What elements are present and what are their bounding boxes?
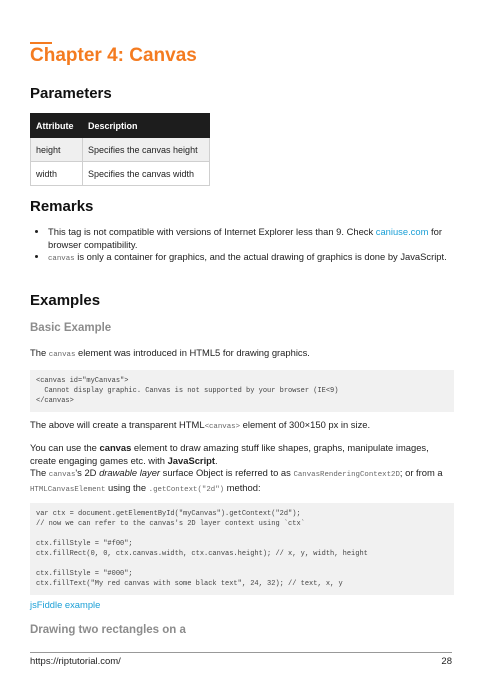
remarks-list <box>30 226 473 266</box>
list-item <box>48 251 473 266</box>
text-span: You can use the <box>30 442 100 453</box>
code-block-context: var ctx = document.getElementById("myCanvas").getContext("2d"); // now we can refer to the canvas's 2D layer context using `ctx` ctx.fillStyle = "#f00"; ctx.fillRect(0, 0, ctx.canvas.width, ctx.canvas.height); // x, y, width, height ctx.fillStyle = "#000"; ctx.fillText("My red canvas with some black text", 24, 32); // text, x, y <box>30 503 454 595</box>
text-span: 's 2D <box>75 467 100 478</box>
table-cell: height <box>31 138 83 162</box>
table-cell: Specifies the canvas height <box>83 138 210 162</box>
bold-text: canvas <box>99 442 132 453</box>
paragraph <box>30 347 455 362</box>
bold-text: JavaScript <box>167 454 216 466</box>
column-header-description: Description <box>83 114 210 138</box>
text-span: element to draw amazing stuff like shapes, graphs, manipulate images, create engaging games etc. with <box>30 442 429 466</box>
text-span: using the <box>105 481 149 493</box>
text-span: The <box>30 467 49 478</box>
inline-code: canvas <box>48 471 76 479</box>
remark-text: is only a container for graphics, and the actual drawing of graphics is done by JavaScript. <box>74 251 447 262</box>
remark-text: This tag is not compatible with versions of Internet Explorer less than 9. Check <box>48 226 376 237</box>
footer-divider <box>30 652 452 653</box>
table-cell: width <box>31 162 83 186</box>
paragraph <box>30 442 455 467</box>
text-span: The <box>30 347 49 358</box>
drawing-rectangles-heading: Drawing two rectangles on a <box>30 624 186 636</box>
caniuse-link[interactable]: caniuse.com <box>375 226 429 237</box>
jsfiddle-link[interactable]: jsFiddle example <box>30 599 101 610</box>
text-span: . <box>215 454 218 466</box>
inline-code: canvas <box>48 255 75 263</box>
remarks-heading: Remarks <box>30 198 94 215</box>
text-span: element was introduced in HTML5 for drawing graphics. <box>75 347 310 358</box>
text-span: method: <box>224 481 261 493</box>
basic-example-heading: Basic Example <box>30 322 112 334</box>
page-number: 28 <box>441 656 452 667</box>
inline-code: HTMLCanvasElement <box>30 485 106 494</box>
italic-text: drawable layer <box>99 467 161 478</box>
inline-code: .getContext("2d") <box>148 485 225 494</box>
table-row <box>31 138 210 162</box>
table-row <box>31 162 210 186</box>
inline-code: CanvasRenderingContext2D <box>293 471 400 479</box>
table-header-row <box>31 114 210 138</box>
remark-text: for browser compatibility. <box>48 226 442 250</box>
inline-code: canvas <box>48 351 76 359</box>
table-cell: Specifies the canvas width <box>83 162 210 186</box>
paragraph <box>30 419 455 434</box>
column-header-attribute: Attribute <box>31 114 83 138</box>
code-block-canvas-tag: <canvas id="myCanvas"> Cannot display graphic. Canvas is not supported by your browser (IE<9) </canvas> <box>30 370 454 412</box>
paragraph <box>30 467 455 496</box>
inline-code: <canvas> <box>204 423 241 431</box>
parameters-heading: Parameters <box>30 85 112 102</box>
text-span: The above will create a transparent HTML <box>30 419 205 430</box>
parameters-table <box>30 113 210 186</box>
list-item <box>48 226 473 251</box>
text-span: element of 300×150 px in size. <box>240 419 371 430</box>
examples-heading: Examples <box>30 292 101 309</box>
chapter-title: Chapter 4: Canvas <box>30 45 197 66</box>
text-span: ; or from a <box>399 467 443 478</box>
text-span: surface Object is referred to as <box>160 467 294 478</box>
footer-url: https://riptutorial.com/ <box>30 656 121 667</box>
